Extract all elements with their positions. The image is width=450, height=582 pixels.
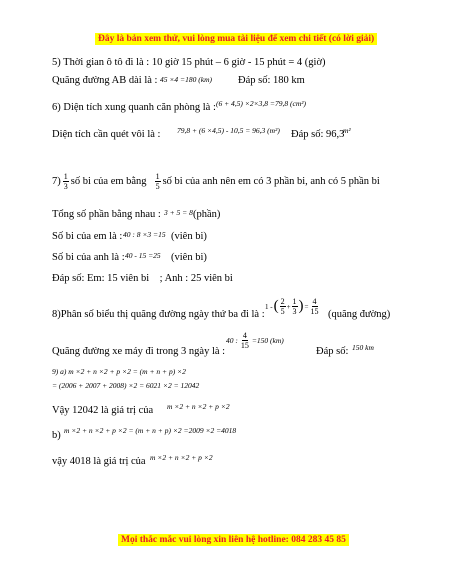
p6-answer-unit: m² xyxy=(343,126,351,135)
p8-label: 8)Phân số biểu thị quãng đường ngày thứ ba đi là : xyxy=(52,309,265,320)
p7-text-1: số bi của em bằng xyxy=(70,176,147,187)
p7-em-unit: (viên bi) xyxy=(171,231,207,242)
footer-banner: Mọi thắc mắc vui lòng xin liên hệ hotline: 084 283 45 85 xyxy=(118,534,349,546)
p7-anh-unit: (viên bi) xyxy=(171,252,207,263)
p5-line2-label: Quãng đường AB dài là : xyxy=(52,75,158,86)
p9-line5-label: vậy 4018 là giá trị của xyxy=(52,456,146,467)
p7-anh-formula: 40 - 15 =25 xyxy=(125,251,161,260)
p9-line1: 9) a) m ×2 + n ×2 + p ×2 = (m + n + p) ×2 xyxy=(52,367,186,376)
p7-sum-label: Tổng số phần bằng nhau : xyxy=(52,209,161,220)
p7-text-2: số bi của anh nên em có 3 phần bi, anh có 5 phần bi xyxy=(162,176,380,187)
p5-line2-formula: 45 ×4 =180 (km) xyxy=(160,75,212,84)
p6-line1-formula: (6 + 4,5) ×2×3,8 =79,8 (cm²) xyxy=(216,99,306,108)
p9-line3-expr: m ×2 + n ×2 + p ×2 xyxy=(167,402,230,411)
p7-number: 7) xyxy=(52,176,61,187)
p7-answer: Đáp số: Em: 15 viên bi ; Anh : 25 viên bi xyxy=(52,273,233,284)
p8-line2-label: Quãng đường xe máy đi trong 3 ngày là : xyxy=(52,346,226,357)
p8-fraction-expression: 1 - ( $\frac{2}{5}$ + $\frac{1}{3}$ ) = $\frac{4}{15}$ xyxy=(265,297,319,316)
p8-line2-formula: 40 : $\frac{4}{15}$ =150 (km) xyxy=(226,331,284,350)
p7-anh-label: Số bi của anh là : xyxy=(52,252,125,263)
p7-line1 xyxy=(52,172,380,191)
p7-em-formula: 40 : 8 ×3 =15 xyxy=(123,230,166,239)
p7-sum-unit: (phần) xyxy=(193,209,221,220)
p8-answer-value: 150 km xyxy=(352,343,374,352)
p9-b-expr: m ×2 + n ×2 + p ×2 = (m + n + p) ×2 =2009 ×2 =4018 xyxy=(64,426,237,435)
p9-line2: = (2006 + 2007 + 2008) ×2 = 6021 ×2 = 12042 xyxy=(52,381,200,390)
p6-line2-formula: 79,8 + (6 ×4,5) - 10,5 = 96,3 (m²) xyxy=(177,126,280,135)
p6-line2-label: Diện tích cần quét vôi là : xyxy=(52,129,161,140)
p8-unit: (quãng đường) xyxy=(328,309,391,320)
p7-em-label: Số bi của em là : xyxy=(52,231,123,242)
header-banner: Đây là bản xem thử, vui lòng mua tài liệu để xem chi tiết (có lời giải) xyxy=(95,33,377,45)
p7-sum-formula: 3 + 5 = 8 xyxy=(164,208,193,217)
p9-line5-expr: m ×2 + n ×2 + p ×2 xyxy=(150,453,213,462)
p6-line1-label: 6) Diện tích xung quanh căn phòng là : xyxy=(52,102,216,113)
p8-answer-label: Đáp số: xyxy=(316,346,349,357)
p5-line1: 5) Thời gian ô tô đi là : 10 giờ 15 phút – 6 giờ - 15 phút = 4 (giờ) xyxy=(52,57,326,68)
p9-line3-label: Vậy 12042 là giá trị của xyxy=(52,405,154,416)
p7-fraction-2: $\frac{1}{5}$ xyxy=(155,172,160,191)
p9-b-label: b) xyxy=(52,430,61,441)
p7-fraction-1: $\frac{1}{3}$ xyxy=(63,172,68,191)
p5-answer: Đáp số: 180 km xyxy=(238,75,305,86)
p6-answer: Đáp số: 96,3 xyxy=(291,129,345,140)
